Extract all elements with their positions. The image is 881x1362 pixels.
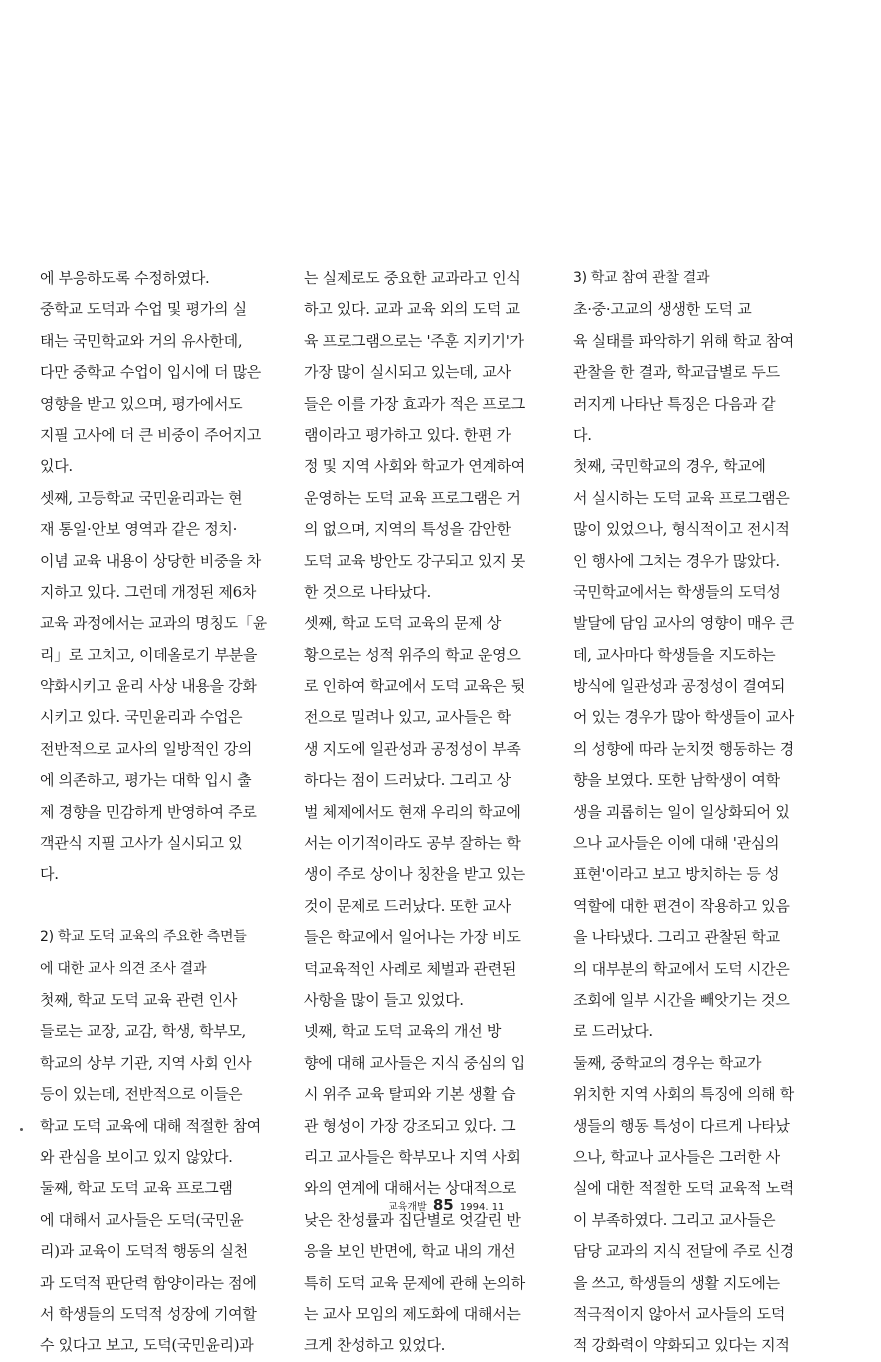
text-line: 크게 찬성하고 있었다. (304, 1336, 446, 1355)
text-line: 의 성향에 따라 눈치껏 행동하는 경 (573, 739, 795, 758)
text-line: 역할에 대한 편견이 작용하고 있음 (573, 896, 790, 915)
text-line: 생 지도에 일관성과 공정성이 부족 (304, 739, 521, 758)
text-line: 중학교 도덕과 수업 및 평가의 실 (40, 300, 247, 319)
text-line: 서는 이기적이라도 공부 잘하는 학 (304, 834, 521, 853)
text-line: 표현'이라고 보고 방치하는 등 성 (573, 865, 780, 884)
text-line: 향에 대해 교사들은 지식 중심의 입 (304, 1053, 526, 1072)
text-line: 특히 도덕 교육 문제에 관해 논의하 (304, 1273, 526, 1292)
text-line: 정 및 지역 사회와 학교가 연계하여 (304, 457, 526, 476)
text-line: 다만 중학교 수업이 입시에 더 많은 (40, 363, 262, 382)
text-line: 조회에 일부 시간을 빼앗기는 것으 (573, 990, 790, 1009)
text-line: 러지게 나타난 특징은 다음과 같 (573, 394, 776, 413)
text-line: 하다는 점이 드러났다. 그리고 상 (304, 771, 511, 790)
text-line: 적 강화력이 약화되고 있다는 지적 (573, 1336, 790, 1355)
text-line: 전반적으로 교사의 일방적인 강의 (40, 739, 253, 758)
text-line: 관찰을 한 결과, 학교급별로 두드 (573, 363, 780, 382)
text-line: 와 관심을 보이고 있지 않았다. (40, 1147, 233, 1166)
text-line: 서 실시하는 도덕 교육 프로그램은 (573, 488, 790, 507)
column-right (573, 263, 817, 1362)
text-line: 제 경향을 민감하게 반영하여 주로 (40, 802, 257, 821)
text-line: 것이 문제로 드러났다. 또한 교사 (304, 896, 511, 915)
text-line: 황으로는 성적 위주의 학교 운영으 (304, 645, 521, 664)
column-left (40, 263, 284, 1362)
text-line: 에 대해서 교사들은 도덕(국민윤 (40, 1210, 244, 1229)
text-line: 도덕 교육 방안도 강구되고 있지 못 (304, 551, 526, 570)
section-heading-line: 3) 학교 참여 관찰 결과 (573, 270, 710, 286)
page-footer (388, 1196, 504, 1214)
text-line: 사항을 많이 들고 있었다. (304, 990, 464, 1009)
text-line: 들은 학교에서 일어나는 가장 비도 (304, 928, 521, 947)
text-line: 리고 교사들은 학부모나 지역 사회 (304, 1147, 521, 1166)
text-line: 들로는 교장, 교감, 학생, 학부모, (40, 1022, 247, 1041)
text-line: 의 없으며, 지역의 특성을 감안한 (304, 520, 511, 539)
text-line: 응을 보인 반면에, 학교 내의 개선 (304, 1242, 516, 1261)
text-line: 첫째, 국민학교의 경우, 학교에 (573, 457, 766, 476)
text-line: 을 쓰고, 학생들의 생활 지도에는 (573, 1273, 780, 1292)
text-line: 로 드러났다. (573, 1022, 653, 1041)
text-line: 태는 국민학교와 거의 유사한데, (40, 331, 243, 350)
text-line: 하고 있다. 교과 교육 외의 도덕 교 (304, 300, 520, 319)
text-line: 서 학생들의 도덕적 성장에 기여할 (40, 1304, 257, 1323)
text-line: 으나, 학교나 교사들은 그러한 사 (573, 1147, 780, 1166)
text-line: 있다. (40, 457, 73, 476)
text-line: 리」로 고치고, 이데올로기 부분을 (40, 645, 258, 664)
text-line: 관 형성이 가장 강조되고 있다. 그 (304, 1116, 516, 1135)
text-line: 시키고 있다. 국민윤리과 수업은 (40, 708, 243, 727)
text-line: 교육 과정에서는 교과의 명칭도「윤 (40, 614, 267, 633)
text-line: 셋째, 학교 도덕 교육의 문제 상 (304, 614, 502, 633)
text-line: 많이 있었으나, 형식적이고 전시적 (573, 520, 790, 539)
footer-issue-date: 1994. 11 (459, 1202, 505, 1213)
text-line: 영향을 받고 있으며, 평가에서도 (40, 394, 243, 413)
text-line: 육 프로그램으로는 '주훈 지키기'가 (304, 331, 524, 350)
text-line: 운영하는 도덕 교육 프로그램은 거 (304, 488, 521, 507)
blank-line (40, 891, 284, 922)
text-line: 인 행사에 그치는 경우가 많았다. (573, 551, 780, 570)
text-line: 램이라고 평가하고 있다. 한편 가 (304, 425, 511, 444)
text-line: 이념 교육 내용이 상당한 비중을 차 (40, 551, 262, 570)
text-line: 데, 교사마다 학생들을 지도하는 (573, 645, 776, 664)
text-line: 낮은 찬성률과 집단별로 엇갈린 반 (304, 1210, 521, 1229)
scan-speck (20, 1128, 23, 1131)
text-line: 생을 괴롭히는 일이 일상화되어 있 (573, 802, 790, 821)
text-line: 넷째, 학교 도덕 교육의 개선 방 (304, 1022, 502, 1041)
text-line: 담당 교과의 지식 전달에 주로 신경 (573, 1242, 795, 1261)
text-line: 방식에 일관성과 공정성이 결여되 (573, 677, 786, 696)
text-line: 지필 고사에 더 큰 비중이 주어지고 (40, 425, 262, 444)
text-line: 는 실제로도 중요한 교과라고 인식 (304, 269, 521, 287)
text-line: 둘째, 중학교의 경우는 학교가 (573, 1053, 762, 1072)
text-line: 발달에 담임 교사의 영향이 매우 큰 (573, 614, 795, 633)
text-line: 수 있다고 보고, 도덕(국민윤리)과 (40, 1336, 254, 1355)
text-line: 전으로 밀려나 있고, 교사들은 학 (304, 708, 511, 727)
text-line: 와의 연계에 대해서는 상대적으로 (304, 1179, 517, 1198)
text-line: 객관식 지필 고사가 실시되고 있 (40, 834, 243, 853)
text-line: 는 교사 모임의 제도화에 대해서는 (304, 1304, 521, 1323)
footer-journal-name: 교육개발 (388, 1202, 427, 1213)
text-line: 향을 보였다. 또한 남학생이 여학 (573, 771, 780, 790)
text-line: 둘째, 학교 도덕 교육 프로그램 (40, 1179, 233, 1198)
text-line: 국민학교에서는 학생들의 도덕성 (573, 582, 781, 601)
text-line: 한 것으로 나타났다. (304, 582, 431, 601)
text-line: 을 나타냈다. 그리고 관찰된 학교 (573, 928, 780, 947)
section-heading-line: 2) 학교 도덕 교육의 주요한 측면들 (40, 929, 247, 946)
text-line: 이 부족하였다. 그리고 교사들은 (573, 1210, 776, 1229)
text-line: 의 대부분의 학교에서 도덕 시간은 (573, 959, 790, 978)
text-line: 학교 도덕 교육에 대해 적절한 참여 (40, 1116, 262, 1135)
text-line: 실에 대한 적절한 도덕 교육적 노력 (573, 1179, 795, 1198)
text-line: 덕교육적인 사례로 체벌과 관련된 (304, 959, 517, 978)
text-line: 셋째, 고등학교 국민윤리과는 현 (40, 488, 243, 507)
text-line: 생이 주로 상이나 칭찬을 받고 있는 (304, 865, 526, 884)
text-line: 과 도덕적 판단력 함양이라는 점에 (40, 1273, 257, 1292)
text-line: 초·중·고교의 생생한 도덕 교 (573, 300, 752, 319)
text-line: 리)과 교육이 도덕적 행동의 실천 (40, 1242, 248, 1261)
text-line: 다. (573, 425, 592, 444)
text-line: 약화시키고 윤리 사상 내용을 강화 (40, 677, 257, 696)
text-line: 지하고 있다. 그런데 개정된 제6차 (40, 582, 257, 601)
text-line: 에 의존하고, 평가는 대학 입시 출 (40, 771, 252, 790)
text-line: 위치한 지역 사회의 특징에 의해 학 (573, 1085, 795, 1104)
text-line: 학교의 상부 기관, 지역 사회 인사 (40, 1053, 252, 1072)
text-line: 가장 많이 실시되고 있는데, 교사 (304, 363, 511, 382)
text-line: 첫째, 학교 도덕 교육 관련 인사 (40, 990, 238, 1009)
text-line: 으나 교사들은 이에 대해 '관심의 (573, 834, 780, 853)
text-line: 다. (40, 865, 59, 884)
section-heading-line: 에 대한 교사 의견 조사 결과 (40, 960, 207, 977)
text-line: 어 있는 경우가 많아 학생들이 교사 (573, 708, 795, 727)
text-line: 등이 있는데, 전반적으로 이들은 (40, 1085, 243, 1104)
text-line: 에 부응하도록 수정하였다. (40, 269, 210, 287)
text-line: 벌 체제에서도 현재 우리의 학교에 (304, 802, 521, 821)
text-line: 재 통일·안보 영역과 같은 정치· (40, 520, 238, 539)
text-line: 적극적이지 않아서 교사들의 도덕 (573, 1304, 786, 1323)
text-line: 들은 이를 가장 효과가 적은 프로그 (304, 394, 526, 413)
footer-page-number: 85 (432, 1196, 454, 1214)
text-line: 로 인하여 학교에서 도덕 교육은 뒷 (304, 677, 526, 696)
text-line: 생들의 행동 특성이 다르게 나타났 (573, 1116, 790, 1135)
text-line: 육 실태를 파악하기 위해 학교 참여 (573, 331, 795, 350)
text-line: 시 위주 교육 탈피와 기본 생활 습 (304, 1085, 516, 1104)
